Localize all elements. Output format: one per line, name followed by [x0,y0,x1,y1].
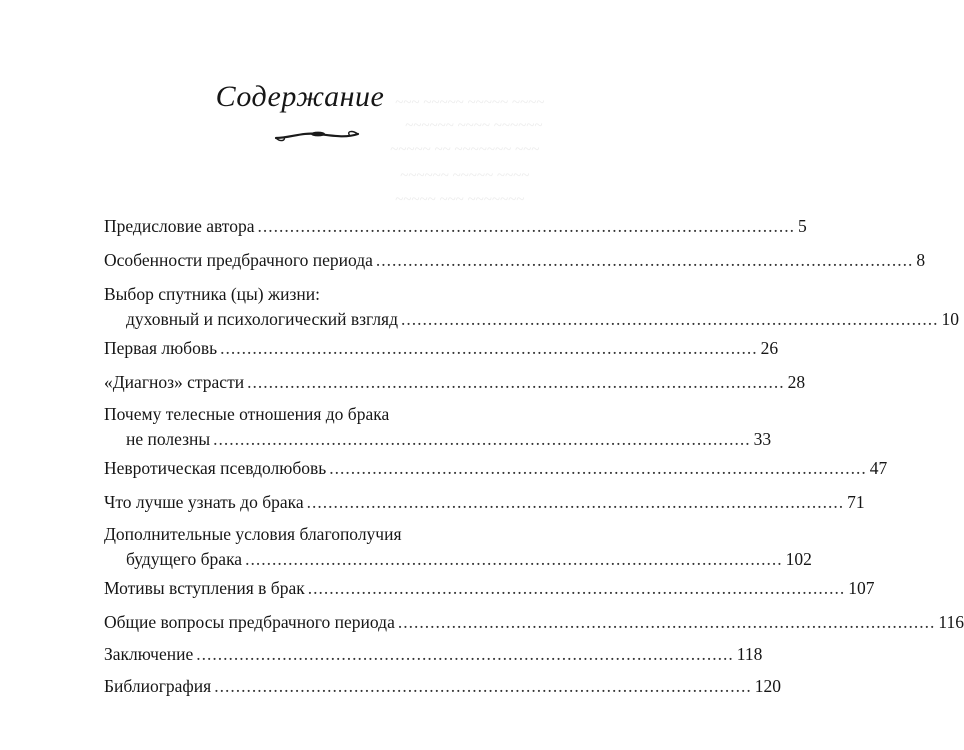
toc-entry [104,490,865,515]
toc-entry-page: 26 [760,338,779,358]
scroll-flourish-icon [272,124,362,146]
toc-entry-page: 102 [785,549,812,569]
toc-entry-title-continued: будущего брака [126,549,243,569]
toc-entry-page: 118 [736,644,763,664]
toc-entry-title: Особенности предбрачного периода [104,250,373,270]
dot-leader: .................................................................................................... [401,309,939,329]
toc-entry-title: «Диагноз» страсти [104,372,245,392]
toc-entry-page: 47 [869,458,888,478]
dot-leader: .................................................................................................... [329,458,867,478]
dot-leader: .................................................................................................... [257,216,795,236]
toc-entry-page: 116 [938,612,964,632]
dot-leader: .................................................................................................... [196,644,734,664]
toc-entry-page: 28 [787,372,806,392]
show-through-line: ~~~~~~ ~~~~ ~~~~~~ [405,118,543,134]
toc-entry [104,214,807,239]
toc-entry-title: Предисловие автора [104,216,255,236]
toc-entry [104,674,781,699]
toc-entry-title: Невротическая псевдолюбовь [104,458,327,478]
toc-entry-page: 5 [798,216,807,236]
toc-entry-page: 8 [916,250,926,270]
toc-entry-page: 10 [941,309,960,329]
dot-leader: .................................................................................................... [307,578,846,598]
toc-entry [104,610,964,635]
toc-entry [104,576,875,601]
dot-leader: .................................................................................................... [306,492,845,512]
toc-entry-page: 71 [847,492,865,512]
toc-entry-title: Общие вопросы предбрачного периода [104,612,395,632]
toc-entry-title: Почему телесные отношения до брака [104,404,390,424]
page-title: Содержание [215,80,385,113]
toc-entry [104,456,888,481]
toc-entry-title-continued: не полезны [126,429,211,449]
toc-entry [104,370,806,395]
toc-entry-title: Первая любовь [104,338,218,358]
toc-entry-page: 33 [753,429,772,449]
dot-leader: .................................................................................................... [220,338,758,358]
dot-leader: .................................................................................................... [397,612,936,632]
toc-entry-title: Дополнительные условия благополучия [104,524,402,544]
toc-entry-title: Выбор спутника (цы) жизни: [104,284,320,304]
toc-entry-page: 107 [848,578,875,598]
show-through-line: ~~~ ~~~~~ ~~~~~ ~~~~ [395,95,545,111]
toc-entry-title: Мотивы вступления в брак [104,578,305,598]
toc-entry-page: 120 [754,676,781,696]
dot-leader: .................................................................................................... [213,429,751,449]
toc-entry [104,248,926,273]
toc-entry [104,336,779,361]
toc-entry-title: Библиография [104,676,212,696]
dot-leader: .................................................................................................... [375,250,914,270]
toc-entry [104,282,960,332]
toc-entry [104,402,772,452]
show-through-line: ~~~~~ ~~~ ~~~~~~~ [395,192,525,208]
toc-entry-title: Заключение [104,644,194,664]
toc-entry-title-continued: духовный и психологический взгляд [126,309,399,329]
dot-leader: .................................................................................................... [247,372,785,392]
toc-entry-title: Что лучше узнать до брака [104,492,304,512]
dot-leader: .................................................................................................... [245,549,783,569]
dot-leader: .................................................................................................... [214,676,752,696]
show-through-line: ~~~~~~ ~~~~~ ~~~~ [400,168,530,184]
toc-entry [104,642,763,667]
toc-entry [104,522,812,572]
show-through-line: ~~~~~ ~~ ~~~~~~~ ~~~ [390,142,540,158]
